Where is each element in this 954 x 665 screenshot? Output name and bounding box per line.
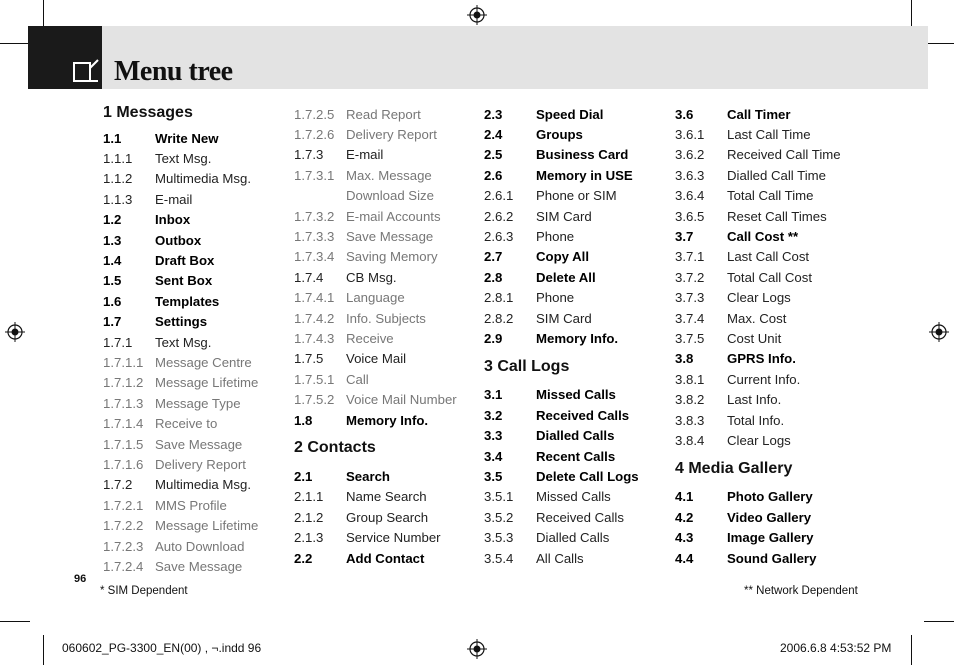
menu-item xyxy=(484,124,674,144)
menu-item-label: Phone or SIM xyxy=(536,188,617,204)
menu-item xyxy=(103,352,293,372)
menu-item xyxy=(675,165,865,185)
menu-item xyxy=(675,527,865,547)
menu-item-label: Save Message xyxy=(346,229,434,245)
crop-mark xyxy=(43,635,44,665)
menu-item xyxy=(484,145,674,165)
menu-item xyxy=(675,430,865,450)
menu-item xyxy=(103,332,293,352)
menu-item-number: 1.7.2.5 xyxy=(294,106,335,122)
menu-item-number: 1.7.5.2 xyxy=(294,392,335,408)
menu-item-label: Voice Mail xyxy=(346,351,407,367)
menu-item xyxy=(294,124,484,144)
menu-item xyxy=(294,507,484,527)
menu-item-number: 2.1 xyxy=(294,468,313,484)
menu-item-number: 1.7.1.2 xyxy=(103,375,144,391)
menu-item-label: E-mail xyxy=(346,147,384,163)
menu-item-label: Clear Logs xyxy=(727,432,791,448)
menu-item-number: 3.7.5 xyxy=(675,330,705,346)
menu-item-label: Reset Call Times xyxy=(727,208,827,224)
menu-item-number: 3.5 xyxy=(484,468,503,484)
menu-item-number: 2.8.2 xyxy=(484,310,514,326)
menu-item-label: Dialled Calls xyxy=(536,428,615,444)
menu-item xyxy=(103,271,293,291)
menu-item-label: Clear Logs xyxy=(727,290,791,306)
menu-item-label: Image Gallery xyxy=(727,530,814,546)
menu-item xyxy=(484,308,674,328)
menu-item xyxy=(484,487,674,507)
menu-item-number: 3.5.4 xyxy=(484,550,514,566)
menu-item-number: 2.5 xyxy=(484,147,503,163)
menu-item-number: 1.1 xyxy=(103,130,122,146)
menu-item xyxy=(675,369,865,389)
menu-item-label: Call Cost ** xyxy=(727,229,799,245)
menu-item-number: 1.7.1 xyxy=(103,334,133,350)
menu-item-label: SIM Card xyxy=(536,208,592,224)
menu-item xyxy=(103,169,293,189)
section-heading: 4 Media Gallery xyxy=(675,459,793,477)
menu-item-number: 1.4 xyxy=(103,253,122,269)
menu-item xyxy=(103,495,293,515)
menu-item xyxy=(294,247,484,267)
menu-item xyxy=(675,507,865,527)
menu-item-number: 1.7.3.4 xyxy=(294,249,335,265)
menu-item xyxy=(103,536,293,556)
menu-item xyxy=(294,328,484,348)
menu-item xyxy=(675,267,865,287)
menu-item xyxy=(675,548,865,568)
menu-item xyxy=(484,425,674,445)
page-title: Menu tree xyxy=(114,56,233,87)
menu-item xyxy=(484,466,674,486)
menu-item xyxy=(675,389,865,409)
menu-item-label: Voice Mail Number xyxy=(346,392,457,408)
menu-item xyxy=(675,186,865,206)
menu-item-label: Text Msg. xyxy=(155,334,212,350)
print-timestamp: 2006.6.8 4:53:52 PM xyxy=(780,641,892,655)
menu-item-label: Templates xyxy=(155,293,220,309)
menu-item xyxy=(294,206,484,226)
menu-item xyxy=(103,210,293,230)
menu-item xyxy=(484,226,674,246)
menu-item-number: 3.8 xyxy=(675,351,694,367)
menu-item-label: Dialled Call Time xyxy=(727,167,826,183)
menu-item xyxy=(484,267,674,287)
menu-item xyxy=(103,373,293,393)
menu-item xyxy=(675,308,865,328)
menu-item-label: Memory Info. xyxy=(536,330,619,346)
menu-item-label: Photo Gallery xyxy=(727,489,813,505)
menu-item-label: Search xyxy=(346,468,390,484)
menu-item-number: 3.6.5 xyxy=(675,208,705,224)
menu-item-label: Inbox xyxy=(155,212,191,228)
menu-item-number: 2.6 xyxy=(484,167,503,183)
menu-item-label: Missed Calls xyxy=(536,489,611,505)
menu-item-number: 1.7.1.1 xyxy=(103,354,144,370)
crop-mark xyxy=(0,621,30,622)
crop-mark xyxy=(0,43,30,44)
menu-item-number: 3.7 xyxy=(675,229,694,245)
menu-item-number: 2.1.3 xyxy=(294,530,324,546)
menu-item-label: Draft Box xyxy=(155,253,215,269)
menu-item-number: 3.8.1 xyxy=(675,371,705,387)
menu-item-label: Max. Cost xyxy=(727,310,787,326)
menu-item-number: 1.7.1.5 xyxy=(103,436,144,452)
menu-item-label: Received Calls xyxy=(536,509,624,525)
registration-mark-icon xyxy=(467,5,487,25)
menu-item-label: Multimedia Msg. xyxy=(155,171,252,187)
menu-item-label: Call Timer xyxy=(727,106,791,122)
menu-item xyxy=(294,104,484,124)
menu-item-label: Receive to xyxy=(155,416,218,432)
menu-item-number: 1.7.4.1 xyxy=(294,290,335,306)
menu-item-number: 3.7.3 xyxy=(675,290,705,306)
menu-item xyxy=(675,328,865,348)
menu-item-number: 2.3 xyxy=(484,106,503,122)
menu-item xyxy=(294,308,484,328)
menu-item xyxy=(103,413,293,433)
menu-item-label: Sound Gallery xyxy=(727,550,817,566)
menu-item-number: 1.7.2.1 xyxy=(103,497,144,513)
menu-item-label: All Calls xyxy=(536,550,584,566)
menu-item-label: Current Info. xyxy=(727,371,801,387)
menu-item-number: 2.6.1 xyxy=(484,188,514,204)
menu-item xyxy=(294,288,484,308)
notepad-icon xyxy=(72,58,100,84)
menu-item-number: 3.6.4 xyxy=(675,188,705,204)
menu-item-label: Outbox xyxy=(155,232,202,248)
menu-item-number: 1.7.3.3 xyxy=(294,229,335,245)
menu-item xyxy=(484,288,674,308)
menu-item-label: Name Search xyxy=(346,489,427,505)
menu-item xyxy=(103,434,293,454)
menu-item-number: 4.1 xyxy=(675,489,694,505)
section-heading: 3 Call Logs xyxy=(484,357,570,375)
menu-item-label: Saving Memory xyxy=(346,249,438,265)
menu-item-number: 3.6.3 xyxy=(675,167,705,183)
menu-column-3 xyxy=(484,104,674,568)
menu-item-number: 1.6 xyxy=(103,293,122,309)
menu-item-number: 4.2 xyxy=(675,509,694,525)
menu-item-number: 2.1.1 xyxy=(294,489,324,505)
menu-item xyxy=(484,446,674,466)
menu-item xyxy=(294,145,484,165)
menu-item-label: Last Call Time xyxy=(727,127,811,143)
menu-item xyxy=(294,226,484,246)
menu-item xyxy=(484,405,674,425)
menu-item-number: 3.8.3 xyxy=(675,412,705,428)
menu-item xyxy=(675,410,865,430)
menu-item-label: Auto Download xyxy=(155,538,245,554)
menu-item xyxy=(294,349,484,369)
menu-item-label: Group Search xyxy=(346,509,429,525)
menu-item-number: 1.7.2.2 xyxy=(103,518,144,534)
menu-item-label: Cost Unit xyxy=(727,330,782,346)
menu-item-number: 3.5.2 xyxy=(484,509,514,525)
registration-mark-icon xyxy=(467,639,487,659)
menu-item-label: Groups xyxy=(536,127,583,143)
menu-item-number: 2.8.1 xyxy=(484,290,514,306)
menu-item-number: 3.6.2 xyxy=(675,147,705,163)
menu-item xyxy=(675,349,865,369)
menu-item-number: 1.2 xyxy=(103,212,122,228)
menu-item xyxy=(103,250,293,270)
menu-item-number: 2.4 xyxy=(484,127,503,143)
menu-item-label: Download Size xyxy=(346,188,434,204)
crop-mark xyxy=(911,635,912,665)
footnote-sim: * SIM Dependent xyxy=(100,585,188,597)
menu-item-number: 3.8.4 xyxy=(675,432,705,448)
menu-item-label: Save Message xyxy=(155,436,243,452)
menu-item-label: Phone xyxy=(536,229,575,245)
menu-item-number: 1.7.5 xyxy=(294,351,324,367)
menu-item-number: 2.2 xyxy=(294,550,313,566)
menu-item-label: E-mail Accounts xyxy=(346,208,441,224)
menu-item-number: 4.4 xyxy=(675,550,694,566)
menu-item-label: Sent Box xyxy=(155,273,213,289)
menu-item xyxy=(294,165,484,185)
menu-item-number: 1.7.3.2 xyxy=(294,208,335,224)
menu-item-label: Last Info. xyxy=(727,392,782,408)
crop-mark xyxy=(924,621,954,622)
menu-item-label: Delete Call Logs xyxy=(536,468,639,484)
menu-item-number: 3.6.1 xyxy=(675,127,705,143)
menu-item-label: Add Contact xyxy=(346,550,425,566)
menu-item-number: 1.7.1.4 xyxy=(103,416,144,432)
menu-item xyxy=(675,206,865,226)
menu-item-label: Received Call Time xyxy=(727,147,841,163)
print-file-name: 060602_PG-3300_EN(00) , ¬.indd 96 xyxy=(62,641,262,655)
menu-item xyxy=(675,226,865,246)
menu-item xyxy=(675,247,865,267)
menu-item-number: 1.7.1.3 xyxy=(103,395,144,411)
menu-item-label: Missed Calls xyxy=(536,387,616,403)
menu-item-label: Save Message xyxy=(155,558,243,574)
menu-item-number: 3.5.3 xyxy=(484,530,514,546)
menu-item-label: SIM Card xyxy=(536,310,592,326)
menu-item-number: 1.7.4.2 xyxy=(294,310,335,326)
menu-item xyxy=(484,247,674,267)
menu-item xyxy=(294,389,484,409)
menu-item-label: Delivery Report xyxy=(346,127,437,143)
menu-item-number: 1.1.1 xyxy=(103,151,133,167)
menu-item-number: 3.3 xyxy=(484,428,503,444)
menu-item-number: 1.5 xyxy=(103,273,122,289)
menu-item xyxy=(294,466,484,486)
menu-item-label: Settings xyxy=(155,314,208,330)
menu-item-label: Business Card xyxy=(536,147,629,163)
menu-item xyxy=(484,328,674,348)
menu-item-number: 3.2 xyxy=(484,407,503,423)
menu-item xyxy=(103,148,293,168)
menu-item-number: 3.7.2 xyxy=(675,269,705,285)
menu-item-number: 1.7.2.6 xyxy=(294,127,335,143)
menu-item-number: 2.7 xyxy=(484,249,503,265)
menu-item-number: 1.1.2 xyxy=(103,171,133,187)
menu-column-2 xyxy=(294,104,484,568)
menu-item-number: 1.7.2.3 xyxy=(103,538,144,554)
crop-mark xyxy=(924,43,954,44)
menu-item-label: Write New xyxy=(155,130,219,146)
menu-item-number: 1.7.3 xyxy=(294,147,324,163)
menu-item-label: Last Call Cost xyxy=(727,249,810,265)
menu-item-label: GPRS Info. xyxy=(727,351,796,367)
menu-item-label: Received Calls xyxy=(536,407,630,423)
menu-item-number: 1.7.5.1 xyxy=(294,371,335,387)
menu-item-label: E-mail xyxy=(155,191,193,207)
menu-item xyxy=(675,487,865,507)
menu-item-number: 2.9 xyxy=(484,330,503,346)
menu-item xyxy=(484,385,674,405)
menu-item xyxy=(294,369,484,389)
menu-item xyxy=(484,548,674,568)
menu-item-number: 4.3 xyxy=(675,530,694,546)
menu-item-label: Video Gallery xyxy=(727,509,812,525)
menu-item xyxy=(675,104,865,124)
menu-item xyxy=(103,393,293,413)
menu-item xyxy=(294,410,484,430)
section-heading: 2 Contacts xyxy=(294,439,376,457)
menu-item xyxy=(103,189,293,209)
menu-item xyxy=(484,507,674,527)
menu-item-label: Memory Info. xyxy=(346,412,429,428)
menu-item xyxy=(103,312,293,332)
menu-item-label: Total Info. xyxy=(727,412,785,428)
menu-item-label: Message Centre xyxy=(155,354,252,370)
menu-item-number: 3.6 xyxy=(675,106,694,122)
menu-item-number: 1.3 xyxy=(103,232,122,248)
menu-item-label: Max. Message xyxy=(346,167,432,183)
menu-item-label: Memory in USE xyxy=(536,167,633,183)
menu-item-number: 1.7.2 xyxy=(103,477,133,493)
section-heading: 1 Messages xyxy=(103,104,193,121)
menu-item-label: Phone xyxy=(536,290,575,306)
registration-mark-icon xyxy=(5,322,25,342)
menu-item-label: MMS Profile xyxy=(155,497,227,513)
menu-item-label: Receive xyxy=(346,330,394,346)
registration-mark-icon xyxy=(929,322,949,342)
menu-item-label: Copy All xyxy=(536,249,589,265)
menu-item-number: 1.7.1.6 xyxy=(103,456,144,472)
footnote-network: ** Network Dependent xyxy=(744,585,858,597)
menu-item-label: CB Msg. xyxy=(346,269,397,285)
menu-item-label: Message Lifetime xyxy=(155,518,259,534)
menu-item-label: Service Number xyxy=(346,530,441,546)
menu-item-number: 1.1.3 xyxy=(103,191,133,207)
menu-item xyxy=(675,145,865,165)
menu-item xyxy=(103,230,293,250)
menu-item-label: Multimedia Msg. xyxy=(155,477,252,493)
menu-item-number: 1.8 xyxy=(294,412,313,428)
menu-item xyxy=(103,128,293,148)
menu-item xyxy=(103,291,293,311)
menu-item-label: Language xyxy=(346,290,405,306)
menu-item-label: Call xyxy=(346,371,369,387)
menu-item xyxy=(294,267,484,287)
page-number: 96 xyxy=(74,573,87,585)
menu-item-label: Message Lifetime xyxy=(155,375,259,391)
menu-item xyxy=(484,104,674,124)
menu-item xyxy=(484,206,674,226)
menu-item-number: 2.1.2 xyxy=(294,509,324,525)
menu-item-label: Total Call Cost xyxy=(727,269,813,285)
menu-item xyxy=(484,186,674,206)
menu-item-label: Recent Calls xyxy=(536,448,616,464)
menu-item xyxy=(103,515,293,535)
menu-item-label: Delete All xyxy=(536,269,596,285)
menu-item xyxy=(103,556,293,576)
menu-item-label: Message Type xyxy=(155,395,241,411)
menu-item-label: Total Call Time xyxy=(727,188,814,204)
menu-item-label: Text Msg. xyxy=(155,151,212,167)
menu-item xyxy=(675,288,865,308)
menu-item-number: 1.7 xyxy=(103,314,122,330)
menu-column-1 xyxy=(103,104,293,577)
menu-item-number: 1.7.2.4 xyxy=(103,558,144,574)
menu-item-number: 3.7.1 xyxy=(675,249,705,265)
menu-item-number: 3.7.4 xyxy=(675,310,705,326)
menu-item-number: 2.6.2 xyxy=(484,208,514,224)
menu-item-label: Speed Dial xyxy=(536,106,604,122)
menu-item xyxy=(103,454,293,474)
menu-item xyxy=(484,165,674,185)
menu-item-number: 3.4 xyxy=(484,448,503,464)
menu-item-number: 3.1 xyxy=(484,387,503,403)
menu-column-4 xyxy=(675,104,865,568)
menu-item xyxy=(294,527,484,547)
menu-item-label: Read Report xyxy=(346,106,421,122)
menu-item xyxy=(294,548,484,568)
menu-item-number: 1.7.4 xyxy=(294,269,324,285)
menu-item-number: 1.7.4.3 xyxy=(294,330,335,346)
menu-item xyxy=(484,527,674,547)
menu-item-label: Delivery Report xyxy=(155,456,246,472)
menu-item-label: Dialled Calls xyxy=(536,530,610,546)
menu-item-label: Info. Subjects xyxy=(346,310,426,326)
menu-item xyxy=(675,124,865,144)
menu-item-number: 3.8.2 xyxy=(675,392,705,408)
menu-item-number: 3.5.1 xyxy=(484,489,514,505)
menu-item xyxy=(103,475,293,495)
menu-item xyxy=(294,186,484,206)
menu-item-number: 2.6.3 xyxy=(484,229,514,245)
menu-item-number: 2.8 xyxy=(484,269,503,285)
menu-item xyxy=(294,487,484,507)
menu-item-number: 1.7.3.1 xyxy=(294,167,335,183)
